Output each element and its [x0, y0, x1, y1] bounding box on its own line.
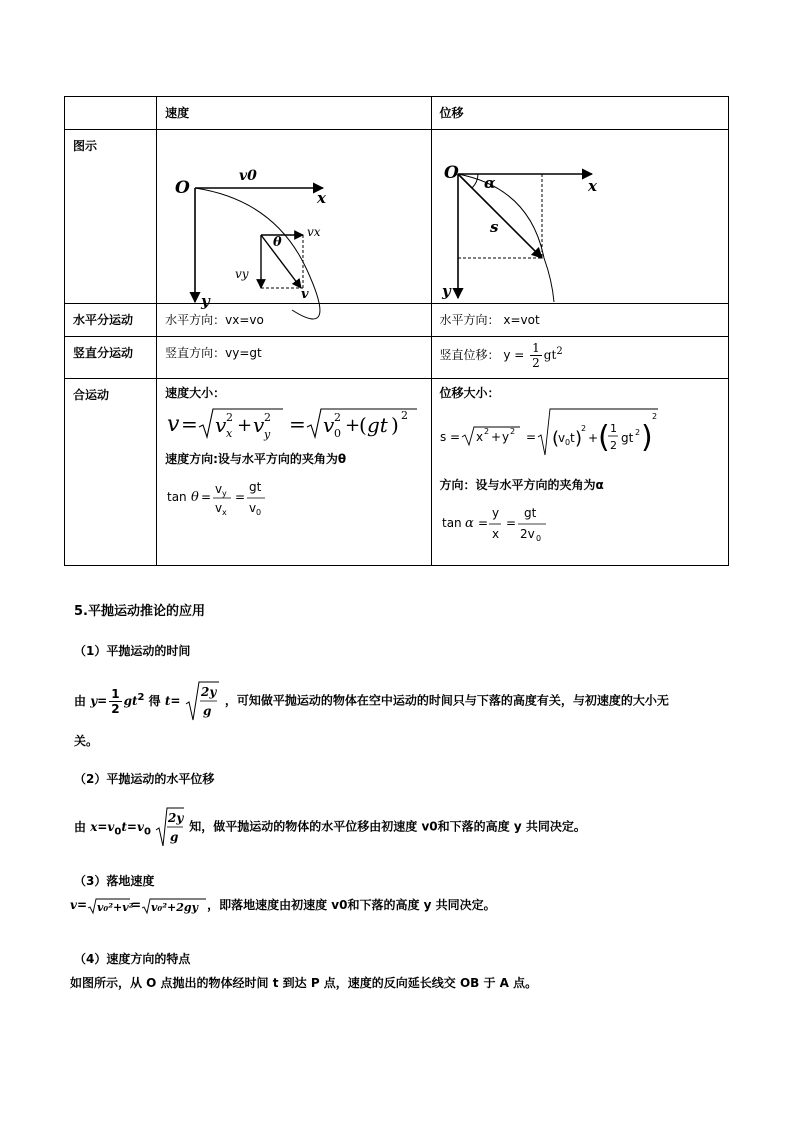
svg-text:2: 2 — [509, 427, 515, 436]
svg-text:): ) — [391, 413, 399, 437]
tan-alpha-formula — [440, 501, 640, 549]
horizontal-displacement: 水平方向： x=vot — [439, 313, 540, 327]
table-row-combined — [65, 379, 729, 566]
svg-text:2: 2 — [634, 428, 640, 437]
svg-text:θ: θ — [191, 490, 199, 505]
svg-text:α: α — [464, 516, 474, 531]
svg-text:2: 2 — [580, 424, 586, 433]
subsection-4-title: （4）速度方向的特点 — [74, 952, 191, 966]
svg-text:v: v — [215, 482, 223, 496]
subsection-3-body — [70, 896, 754, 914]
svg-text:+: + — [490, 430, 501, 444]
svg-text:=: = — [181, 412, 198, 436]
svg-text:x: x — [491, 527, 499, 541]
svg-text:+: + — [237, 415, 253, 436]
svg-text:(: ( — [359, 413, 367, 437]
svg-text:tan: tan — [167, 490, 187, 504]
svg-text:x: x — [222, 508, 227, 517]
displacement-diagram — [432, 130, 728, 300]
svg-text:0: 0 — [334, 427, 342, 440]
svg-text:y: y — [491, 506, 499, 520]
displacement-direction-label: 方向：设与水平方向的夹角为α — [439, 478, 604, 492]
vx-label: vx — [307, 225, 321, 239]
svg-text:(: ( — [551, 428, 559, 449]
alpha-label: α — [483, 174, 496, 192]
vertical-velocity: 竖直方向：vy=gt — [165, 346, 262, 360]
vy-label: vy — [235, 267, 249, 281]
svg-text:+: + — [345, 415, 361, 436]
svg-text:gt: gt — [249, 480, 262, 494]
svg-text:=: = — [525, 430, 536, 444]
subsection-1-title: （1）平抛运动的时间 — [74, 644, 191, 658]
svg-text:v: v — [557, 431, 565, 445]
svg-text:gt: gt — [367, 413, 388, 437]
subsection-1-body — [74, 680, 754, 750]
svg-text:2: 2 — [334, 411, 342, 424]
velocity-diagram — [157, 130, 429, 310]
svg-text:0: 0 — [256, 508, 262, 517]
subsection-3-title: （3）落地速度 — [74, 874, 155, 888]
v0-label: v0 — [239, 168, 258, 184]
svg-text:0: 0 — [564, 438, 570, 447]
svg-text:2y: 2y — [168, 811, 184, 825]
svg-text:g: g — [202, 704, 212, 718]
header-empty — [65, 97, 156, 113]
svg-text:gt: gt — [523, 506, 536, 520]
subsection-1-line1 — [74, 680, 754, 722]
tan-theta-formula — [165, 475, 365, 523]
svg-text:2: 2 — [264, 411, 272, 424]
displacement-formula — [440, 405, 722, 463]
table-header-row — [65, 97, 729, 130]
svg-text:g: g — [170, 830, 179, 844]
row-label-combined: 合运动 — [73, 388, 110, 402]
vertical-displacement — [432, 337, 728, 378]
svg-text:2: 2 — [226, 411, 234, 424]
svg-text:=: = — [477, 516, 488, 530]
table-row-vertical — [65, 337, 729, 379]
theta-label: θ — [273, 235, 282, 250]
svg-text:): ) — [574, 428, 582, 449]
speed-label: 速度大小： — [165, 386, 226, 400]
row-label-horizontal: 水平分运动 — [73, 313, 134, 327]
svg-text:=: = — [505, 516, 516, 530]
svg-text:x: x — [475, 430, 483, 444]
svg-text:v: v — [253, 413, 265, 437]
svg-text:=: = — [201, 490, 212, 504]
svg-text:x: x — [226, 427, 233, 440]
s1-formula: 由 y= $\frac{1}{2}$ $gt^2$ 得 t= 2y g — [74, 694, 225, 708]
subsection-2-line — [74, 806, 754, 848]
svg-text:v: v — [215, 501, 223, 515]
svg-text:(: ( — [597, 420, 610, 455]
displacement-magnitude-label: 位移大小： — [439, 386, 500, 400]
s1-text: ，可知做平抛运动的物体在空中运动的时间只与下落的高度有关，与初速度的大小无 — [224, 693, 669, 708]
y-label: y — [201, 292, 210, 310]
svg-text:2v: 2v — [519, 527, 535, 541]
svg-text:t: t — [569, 431, 575, 445]
svg-text:+: + — [587, 431, 598, 445]
origin-label: O — [175, 178, 190, 198]
row-label-vertical: 竖直分运动 — [73, 346, 134, 360]
x-label: x — [317, 189, 327, 207]
svg-text:v: v — [249, 501, 257, 515]
svg-text:s: s — [439, 430, 446, 444]
table-row-horizontal — [65, 304, 729, 337]
svg-text:gt: gt — [620, 431, 633, 445]
alpha-arc — [472, 174, 478, 188]
svg-text:2: 2 — [401, 409, 409, 422]
speed-formula — [165, 401, 423, 445]
svg-text:v: v — [215, 413, 227, 437]
subsection-4-line: 如图所示，从 O 点抛出的物体经时间 t 到达 P 点，速度的反向延长线交 OB 于 A 点。 — [70, 976, 538, 990]
svg-text:v: v — [323, 413, 335, 437]
trajectory-curve-2 — [458, 174, 554, 302]
svg-text:=: = — [449, 430, 460, 444]
table-row-diagram — [65, 130, 729, 304]
y-label-2: y — [441, 282, 451, 300]
svg-text:v₀²+2gy: v₀²+2gy — [151, 900, 199, 914]
svg-text:2: 2 — [651, 412, 657, 421]
s2-text: 知，做平抛运动的物体的水平位移由初速度 v0和下落的高度 y 共同决定。 — [189, 819, 586, 834]
svg-text:2: 2 — [483, 427, 489, 436]
subsection-1-line2: 关。 — [74, 734, 99, 748]
header-displacement: 位移 — [439, 106, 464, 120]
s-label: s — [489, 218, 498, 236]
x-label-2: x — [587, 177, 597, 195]
svg-text:y: y — [264, 428, 271, 441]
svg-text:y: y — [501, 430, 509, 444]
svg-text:v: v — [167, 412, 180, 437]
v-label: v — [301, 287, 309, 302]
subsection-4-body — [70, 974, 754, 992]
svg-text:1: 1 — [609, 422, 617, 435]
projectile-motion-table — [64, 96, 729, 566]
s2-formula: 由 $x=v_0t=v_0$ 2y g — [74, 820, 189, 834]
svg-text:2y: 2y — [200, 685, 216, 699]
combined-velocity-cell — [157, 379, 430, 535]
gt2-term: $gt^2$ — [543, 346, 563, 362]
subsection-3-line — [70, 896, 754, 914]
horizontal-velocity: 水平方向：vx=vo — [165, 313, 264, 327]
row-label-diagram: 图示 — [73, 139, 98, 153]
svg-text:tan: tan — [441, 516, 462, 530]
s-arrow — [458, 174, 542, 258]
section-title: 5.平抛运动推论的应用 — [74, 604, 205, 619]
header-velocity: 速度 — [165, 106, 190, 120]
svg-text:=: = — [289, 412, 306, 436]
combined-displacement-cell — [432, 379, 728, 561]
subsection-2-title: （2）平抛运动的水平位移 — [74, 772, 215, 786]
vertical-displacement-prefix: 竖直位移： y = — [439, 348, 525, 362]
svg-text:y: y — [222, 489, 227, 498]
svg-text:0: 0 — [535, 534, 541, 543]
s3-formula: v= v₀²+v² = v₀²+2gy — [70, 898, 207, 912]
svg-text:): ) — [640, 420, 653, 455]
half-fraction: $\frac{1}{2}$ — [532, 341, 540, 370]
svg-text:2: 2 — [609, 439, 617, 452]
velocity-direction-label: 速度方向:设与水平方向的夹角为θ — [165, 452, 347, 466]
origin-label-2: O — [443, 163, 459, 183]
subsection-2-body — [74, 806, 754, 848]
s3-text: ，即落地速度由初速度 v0和下落的高度 y 共同决定。 — [207, 898, 496, 912]
svg-text:v₀²+v²: v₀²+v² — [97, 900, 134, 914]
svg-text:=: = — [235, 490, 246, 504]
